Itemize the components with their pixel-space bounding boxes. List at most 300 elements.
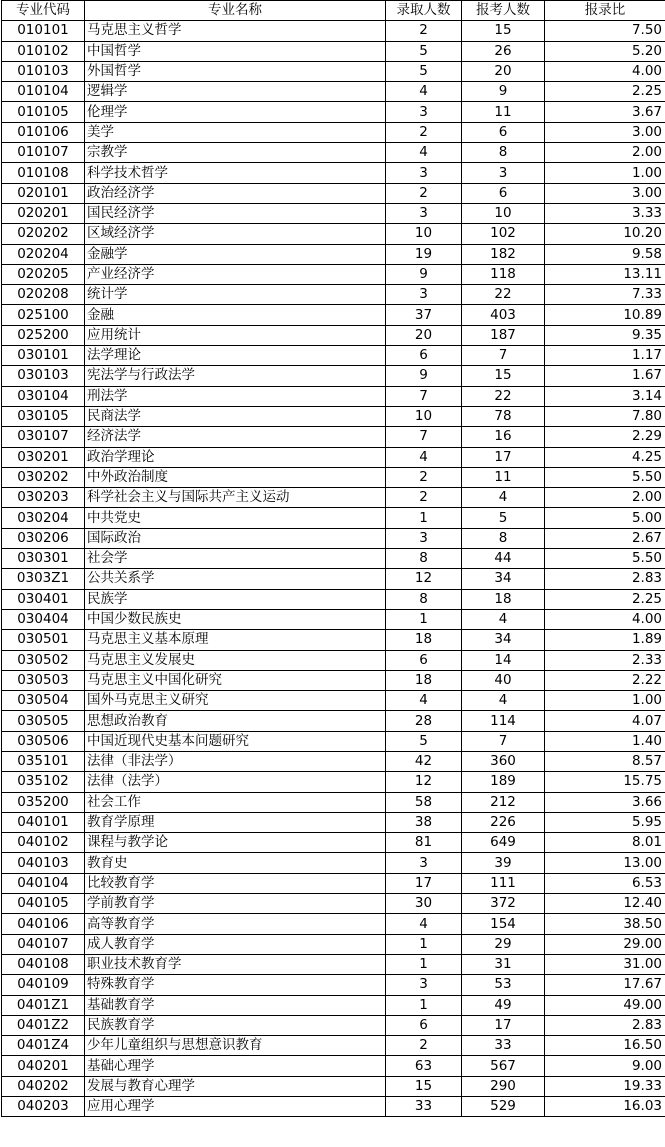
header-major-code: 专业代码 — [2, 1, 85, 21]
cell-major-name: 经济法学 — [85, 427, 386, 447]
cell-applicants: 34 — [462, 630, 545, 650]
cell-major-code: 040203 — [2, 1097, 85, 1117]
cell-major-code: 040201 — [2, 1056, 85, 1076]
cell-ratio: 8.01 — [545, 833, 665, 853]
cell-admitted: 2 — [386, 467, 462, 487]
cell-major-name: 民族学 — [85, 589, 386, 609]
cell-admitted: 42 — [386, 751, 462, 771]
cell-ratio: 3.66 — [545, 792, 665, 812]
cell-major-name: 比较教育学 — [85, 873, 386, 893]
table-row — [2, 203, 665, 223]
cell-admitted: 9 — [386, 366, 462, 386]
cell-major-code: 0303Z1 — [2, 569, 85, 589]
cell-ratio: 7.50 — [545, 21, 665, 41]
table-row — [2, 102, 665, 122]
cell-applicants: 8 — [462, 528, 545, 548]
cell-major-code: 040103 — [2, 853, 85, 873]
cell-admitted: 3 — [386, 203, 462, 223]
cell-admitted: 6 — [386, 650, 462, 670]
table-row — [2, 61, 665, 81]
cell-ratio: 4.00 — [545, 61, 665, 81]
cell-major-code: 035200 — [2, 792, 85, 812]
table-row — [2, 954, 665, 974]
cell-ratio: 2.00 — [545, 488, 665, 508]
cell-major-name: 产业经济学 — [85, 264, 386, 284]
cell-major-code: 020202 — [2, 224, 85, 244]
table-row — [2, 183, 665, 203]
cell-ratio: 6.53 — [545, 873, 665, 893]
cell-ratio: 2.22 — [545, 670, 665, 690]
cell-major-code: 040107 — [2, 934, 85, 954]
cell-admitted: 15 — [386, 1076, 462, 1096]
cell-major-name: 特殊教育学 — [85, 975, 386, 995]
header-major-name: 专业名称 — [85, 1, 386, 21]
cell-major-name: 社会工作 — [85, 792, 386, 812]
cell-applicants: 34 — [462, 569, 545, 589]
cell-major-code: 020204 — [2, 244, 85, 264]
table-row — [2, 812, 665, 832]
cell-ratio: 1.40 — [545, 731, 665, 751]
table-row — [2, 894, 665, 914]
cell-ratio: 7.80 — [545, 406, 665, 426]
cell-major-code: 030301 — [2, 549, 85, 569]
cell-admitted: 12 — [386, 772, 462, 792]
cell-major-code: 040106 — [2, 914, 85, 934]
cell-major-code: 040108 — [2, 954, 85, 974]
cell-admitted: 1 — [386, 954, 462, 974]
table-row — [2, 21, 665, 41]
cell-ratio: 5.00 — [545, 508, 665, 528]
cell-major-name: 职业技术教育学 — [85, 954, 386, 974]
header-ratio: 报录比 — [545, 1, 665, 21]
table-row — [2, 1015, 665, 1035]
table-row — [2, 305, 665, 325]
cell-admitted: 3 — [386, 102, 462, 122]
cell-ratio: 19.33 — [545, 1076, 665, 1096]
cell-ratio: 10.20 — [545, 224, 665, 244]
cell-major-name: 思想政治教育 — [85, 711, 386, 731]
table-row — [2, 569, 665, 589]
cell-major-name: 马克思主义中国化研究 — [85, 670, 386, 690]
cell-admitted: 17 — [386, 873, 462, 893]
cell-applicants: 39 — [462, 853, 545, 873]
cell-admitted: 8 — [386, 549, 462, 569]
cell-ratio: 16.50 — [545, 1036, 665, 1056]
cell-major-name: 马克思主义发展史 — [85, 650, 386, 670]
table-row — [2, 772, 665, 792]
cell-applicants: 567 — [462, 1056, 545, 1076]
cell-ratio: 4.07 — [545, 711, 665, 731]
cell-applicants: 10 — [462, 203, 545, 223]
cell-admitted: 7 — [386, 427, 462, 447]
table-row — [2, 346, 665, 366]
cell-major-name: 高等教育学 — [85, 914, 386, 934]
cell-applicants: 22 — [462, 285, 545, 305]
cell-major-code: 020201 — [2, 203, 85, 223]
cell-major-name: 金融 — [85, 305, 386, 325]
cell-applicants: 118 — [462, 264, 545, 284]
cell-admitted: 8 — [386, 589, 462, 609]
cell-major-code: 030107 — [2, 427, 85, 447]
cell-major-code: 030203 — [2, 488, 85, 508]
table-row — [2, 122, 665, 142]
table-row — [2, 528, 665, 548]
cell-major-code: 030204 — [2, 508, 85, 528]
cell-applicants: 7 — [462, 731, 545, 751]
cell-applicants: 15 — [462, 21, 545, 41]
table-row — [2, 386, 665, 406]
cell-major-code: 010105 — [2, 102, 85, 122]
table-row — [2, 711, 665, 731]
cell-ratio: 38.50 — [545, 914, 665, 934]
cell-applicants: 17 — [462, 447, 545, 467]
cell-major-code: 030501 — [2, 630, 85, 650]
cell-major-code: 010108 — [2, 163, 85, 183]
cell-major-name: 基础心理学 — [85, 1056, 386, 1076]
table-row — [2, 731, 665, 751]
cell-major-code: 030104 — [2, 386, 85, 406]
cell-admitted: 4 — [386, 691, 462, 711]
cell-admitted: 1 — [386, 508, 462, 528]
cell-applicants: 111 — [462, 873, 545, 893]
cell-applicants: 102 — [462, 224, 545, 244]
table-row — [2, 1097, 665, 1117]
cell-applicants: 4 — [462, 488, 545, 508]
table-row — [2, 833, 665, 853]
cell-major-name: 科学社会主义与国际共产主义运动 — [85, 488, 386, 508]
cell-applicants: 3 — [462, 163, 545, 183]
cell-applicants: 8 — [462, 143, 545, 163]
cell-admitted: 28 — [386, 711, 462, 731]
cell-admitted: 4 — [386, 82, 462, 102]
table-row — [2, 549, 665, 569]
cell-major-name: 公共关系学 — [85, 569, 386, 589]
cell-admitted: 2 — [386, 183, 462, 203]
cell-applicants: 44 — [462, 549, 545, 569]
cell-applicants: 9 — [462, 82, 545, 102]
cell-applicants: 212 — [462, 792, 545, 812]
cell-applicants: 372 — [462, 894, 545, 914]
cell-admitted: 7 — [386, 386, 462, 406]
table-row — [2, 447, 665, 467]
cell-admitted: 5 — [386, 41, 462, 61]
cell-ratio: 16.03 — [545, 1097, 665, 1117]
cell-ratio: 15.75 — [545, 772, 665, 792]
cell-admitted: 37 — [386, 305, 462, 325]
cell-major-code: 010102 — [2, 41, 85, 61]
table-row — [2, 264, 665, 284]
cell-major-name: 法律（非法学） — [85, 751, 386, 771]
cell-applicants: 6 — [462, 183, 545, 203]
cell-admitted: 12 — [386, 569, 462, 589]
cell-ratio: 5.50 — [545, 467, 665, 487]
cell-admitted: 2 — [386, 488, 462, 508]
cell-admitted: 30 — [386, 894, 462, 914]
cell-applicants: 6 — [462, 122, 545, 142]
cell-admitted: 10 — [386, 406, 462, 426]
cell-major-name: 少年儿童组织与思想意识教育 — [85, 1036, 386, 1056]
table-row — [2, 1056, 665, 1076]
cell-applicants: 4 — [462, 691, 545, 711]
table-row — [2, 325, 665, 345]
cell-major-name: 民商法学 — [85, 406, 386, 426]
cell-major-code: 030502 — [2, 650, 85, 670]
table-row — [2, 406, 665, 426]
cell-applicants: 22 — [462, 386, 545, 406]
cell-admitted: 2 — [386, 122, 462, 142]
cell-major-name: 宗教学 — [85, 143, 386, 163]
cell-ratio: 2.29 — [545, 427, 665, 447]
cell-ratio: 4.00 — [545, 609, 665, 629]
cell-admitted: 3 — [386, 853, 462, 873]
cell-ratio: 9.00 — [545, 1056, 665, 1076]
table-row — [2, 467, 665, 487]
cell-admitted: 4 — [386, 447, 462, 467]
cell-applicants: 26 — [462, 41, 545, 61]
cell-major-name: 成人教育学 — [85, 934, 386, 954]
cell-ratio: 2.83 — [545, 1015, 665, 1035]
cell-applicants: 16 — [462, 427, 545, 447]
cell-admitted: 4 — [386, 914, 462, 934]
cell-applicants: 14 — [462, 650, 545, 670]
cell-applicants: 17 — [462, 1015, 545, 1035]
cell-admitted: 38 — [386, 812, 462, 832]
cell-major-name: 中共党史 — [85, 508, 386, 528]
cell-applicants: 11 — [462, 102, 545, 122]
cell-applicants: 649 — [462, 833, 545, 853]
cell-major-code: 010106 — [2, 122, 85, 142]
cell-major-name: 逻辑学 — [85, 82, 386, 102]
cell-ratio: 1.17 — [545, 346, 665, 366]
cell-major-name: 教育史 — [85, 853, 386, 873]
cell-major-code: 030401 — [2, 589, 85, 609]
cell-major-name: 统计学 — [85, 285, 386, 305]
cell-applicants: 5 — [462, 508, 545, 528]
header-admitted: 录取人数 — [386, 1, 462, 21]
cell-admitted: 3 — [386, 528, 462, 548]
cell-major-name: 国外马克思主义研究 — [85, 691, 386, 711]
cell-ratio: 1.00 — [545, 691, 665, 711]
cell-major-code: 010104 — [2, 82, 85, 102]
cell-major-name: 中国少数民族史 — [85, 609, 386, 629]
cell-admitted: 2 — [386, 1036, 462, 1056]
table-row — [2, 650, 665, 670]
cell-ratio: 2.00 — [545, 143, 665, 163]
cell-major-name: 法律（法学） — [85, 772, 386, 792]
cell-admitted: 3 — [386, 163, 462, 183]
cell-ratio: 1.67 — [545, 366, 665, 386]
cell-applicants: 114 — [462, 711, 545, 731]
cell-major-code: 040102 — [2, 833, 85, 853]
cell-admitted: 3 — [386, 285, 462, 305]
cell-applicants: 403 — [462, 305, 545, 325]
cell-major-name: 应用统计 — [85, 325, 386, 345]
cell-ratio: 7.33 — [545, 285, 665, 305]
cell-ratio: 3.00 — [545, 183, 665, 203]
cell-admitted: 19 — [386, 244, 462, 264]
cell-ratio: 31.00 — [545, 954, 665, 974]
cell-applicants: 187 — [462, 325, 545, 345]
cell-major-code: 030503 — [2, 670, 85, 690]
cell-admitted: 9 — [386, 264, 462, 284]
header-applicants: 报考人数 — [462, 1, 545, 21]
table-body — [2, 21, 665, 1117]
cell-applicants: 29 — [462, 934, 545, 954]
cell-major-code: 030202 — [2, 467, 85, 487]
cell-applicants: 290 — [462, 1076, 545, 1096]
cell-major-name: 科学技术哲学 — [85, 163, 386, 183]
cell-ratio: 2.25 — [545, 589, 665, 609]
cell-applicants: 53 — [462, 975, 545, 995]
table-row — [2, 1076, 665, 1096]
cell-ratio: 9.35 — [545, 325, 665, 345]
cell-major-name: 马克思主义哲学 — [85, 21, 386, 41]
cell-major-code: 025100 — [2, 305, 85, 325]
table-row — [2, 589, 665, 609]
cell-major-name: 中外政治制度 — [85, 467, 386, 487]
cell-major-code: 030504 — [2, 691, 85, 711]
table-row — [2, 609, 665, 629]
cell-admitted: 1 — [386, 934, 462, 954]
cell-ratio: 1.00 — [545, 163, 665, 183]
table-row — [2, 508, 665, 528]
cell-admitted: 1 — [386, 995, 462, 1015]
admission-table — [1, 0, 665, 1117]
cell-ratio: 12.40 — [545, 894, 665, 914]
cell-major-code: 020205 — [2, 264, 85, 284]
cell-ratio: 5.20 — [545, 41, 665, 61]
cell-major-name: 国际政治 — [85, 528, 386, 548]
cell-major-name: 马克思主义基本原理 — [85, 630, 386, 650]
cell-applicants: 49 — [462, 995, 545, 1015]
table-row — [2, 751, 665, 771]
cell-ratio: 2.83 — [545, 569, 665, 589]
table-row — [2, 914, 665, 934]
cell-ratio: 9.58 — [545, 244, 665, 264]
cell-major-name: 伦理学 — [85, 102, 386, 122]
cell-applicants: 154 — [462, 914, 545, 934]
cell-admitted: 81 — [386, 833, 462, 853]
cell-major-code: 030201 — [2, 447, 85, 467]
cell-ratio: 5.50 — [545, 549, 665, 569]
table-row — [2, 975, 665, 995]
cell-admitted: 5 — [386, 61, 462, 81]
cell-major-code: 030506 — [2, 731, 85, 751]
cell-admitted: 18 — [386, 630, 462, 650]
cell-major-name: 教育学原理 — [85, 812, 386, 832]
cell-admitted: 4 — [386, 143, 462, 163]
cell-ratio: 2.33 — [545, 650, 665, 670]
cell-admitted: 58 — [386, 792, 462, 812]
cell-major-code: 025200 — [2, 325, 85, 345]
cell-major-name: 政治经济学 — [85, 183, 386, 203]
cell-major-name: 政治学理论 — [85, 447, 386, 467]
cell-major-name: 社会学 — [85, 549, 386, 569]
cell-major-code: 010101 — [2, 21, 85, 41]
table-row — [2, 285, 665, 305]
cell-major-name: 应用心理学 — [85, 1097, 386, 1117]
cell-admitted: 1 — [386, 609, 462, 629]
cell-major-name: 宪法学与行政法学 — [85, 366, 386, 386]
table-row — [2, 143, 665, 163]
table-row — [2, 691, 665, 711]
cell-major-code: 035101 — [2, 751, 85, 771]
cell-major-code: 030105 — [2, 406, 85, 426]
cell-applicants: 529 — [462, 1097, 545, 1117]
cell-ratio: 29.00 — [545, 934, 665, 954]
table-row — [2, 82, 665, 102]
cell-major-code: 035102 — [2, 772, 85, 792]
table-row — [2, 853, 665, 873]
cell-ratio: 3.00 — [545, 122, 665, 142]
table-row — [2, 792, 665, 812]
cell-admitted: 2 — [386, 21, 462, 41]
cell-ratio: 5.95 — [545, 812, 665, 832]
table-row — [2, 934, 665, 954]
cell-major-code: 030505 — [2, 711, 85, 731]
table-row — [2, 41, 665, 61]
table-row — [2, 670, 665, 690]
cell-admitted: 6 — [386, 1015, 462, 1035]
cell-ratio: 2.25 — [545, 82, 665, 102]
cell-admitted: 10 — [386, 224, 462, 244]
cell-applicants: 18 — [462, 589, 545, 609]
cell-major-code: 040101 — [2, 812, 85, 832]
cell-admitted: 33 — [386, 1097, 462, 1117]
cell-ratio: 49.00 — [545, 995, 665, 1015]
cell-major-code: 030103 — [2, 366, 85, 386]
cell-major-name: 区域经济学 — [85, 224, 386, 244]
table-row — [2, 224, 665, 244]
cell-ratio: 1.89 — [545, 630, 665, 650]
cell-ratio: 3.67 — [545, 102, 665, 122]
cell-ratio: 3.14 — [545, 386, 665, 406]
cell-major-name: 民族教育学 — [85, 1015, 386, 1035]
cell-applicants: 40 — [462, 670, 545, 690]
cell-ratio: 4.25 — [545, 447, 665, 467]
cell-major-code: 040105 — [2, 894, 85, 914]
cell-major-name: 国民经济学 — [85, 203, 386, 223]
table-row — [2, 244, 665, 264]
cell-major-code: 040104 — [2, 873, 85, 893]
cell-ratio: 3.33 — [545, 203, 665, 223]
cell-ratio: 10.89 — [545, 305, 665, 325]
cell-applicants: 11 — [462, 467, 545, 487]
cell-major-name: 法学理论 — [85, 346, 386, 366]
table-row — [2, 488, 665, 508]
cell-major-code: 0401Z2 — [2, 1015, 85, 1035]
header-row — [2, 1, 665, 21]
cell-major-code: 020101 — [2, 183, 85, 203]
cell-major-code: 040109 — [2, 975, 85, 995]
cell-major-name: 学前教育学 — [85, 894, 386, 914]
cell-ratio: 8.57 — [545, 751, 665, 771]
cell-admitted: 6 — [386, 346, 462, 366]
cell-major-code: 030101 — [2, 346, 85, 366]
cell-applicants: 226 — [462, 812, 545, 832]
table-row — [2, 163, 665, 183]
cell-major-name: 中国近现代史基本问题研究 — [85, 731, 386, 751]
cell-applicants: 4 — [462, 609, 545, 629]
cell-ratio: 2.67 — [545, 528, 665, 548]
cell-ratio: 13.11 — [545, 264, 665, 284]
cell-major-code: 030206 — [2, 528, 85, 548]
cell-admitted: 20 — [386, 325, 462, 345]
cell-major-code: 010107 — [2, 143, 85, 163]
cell-major-name: 发展与教育心理学 — [85, 1076, 386, 1096]
cell-admitted: 5 — [386, 731, 462, 751]
cell-major-name: 基础教育学 — [85, 995, 386, 1015]
